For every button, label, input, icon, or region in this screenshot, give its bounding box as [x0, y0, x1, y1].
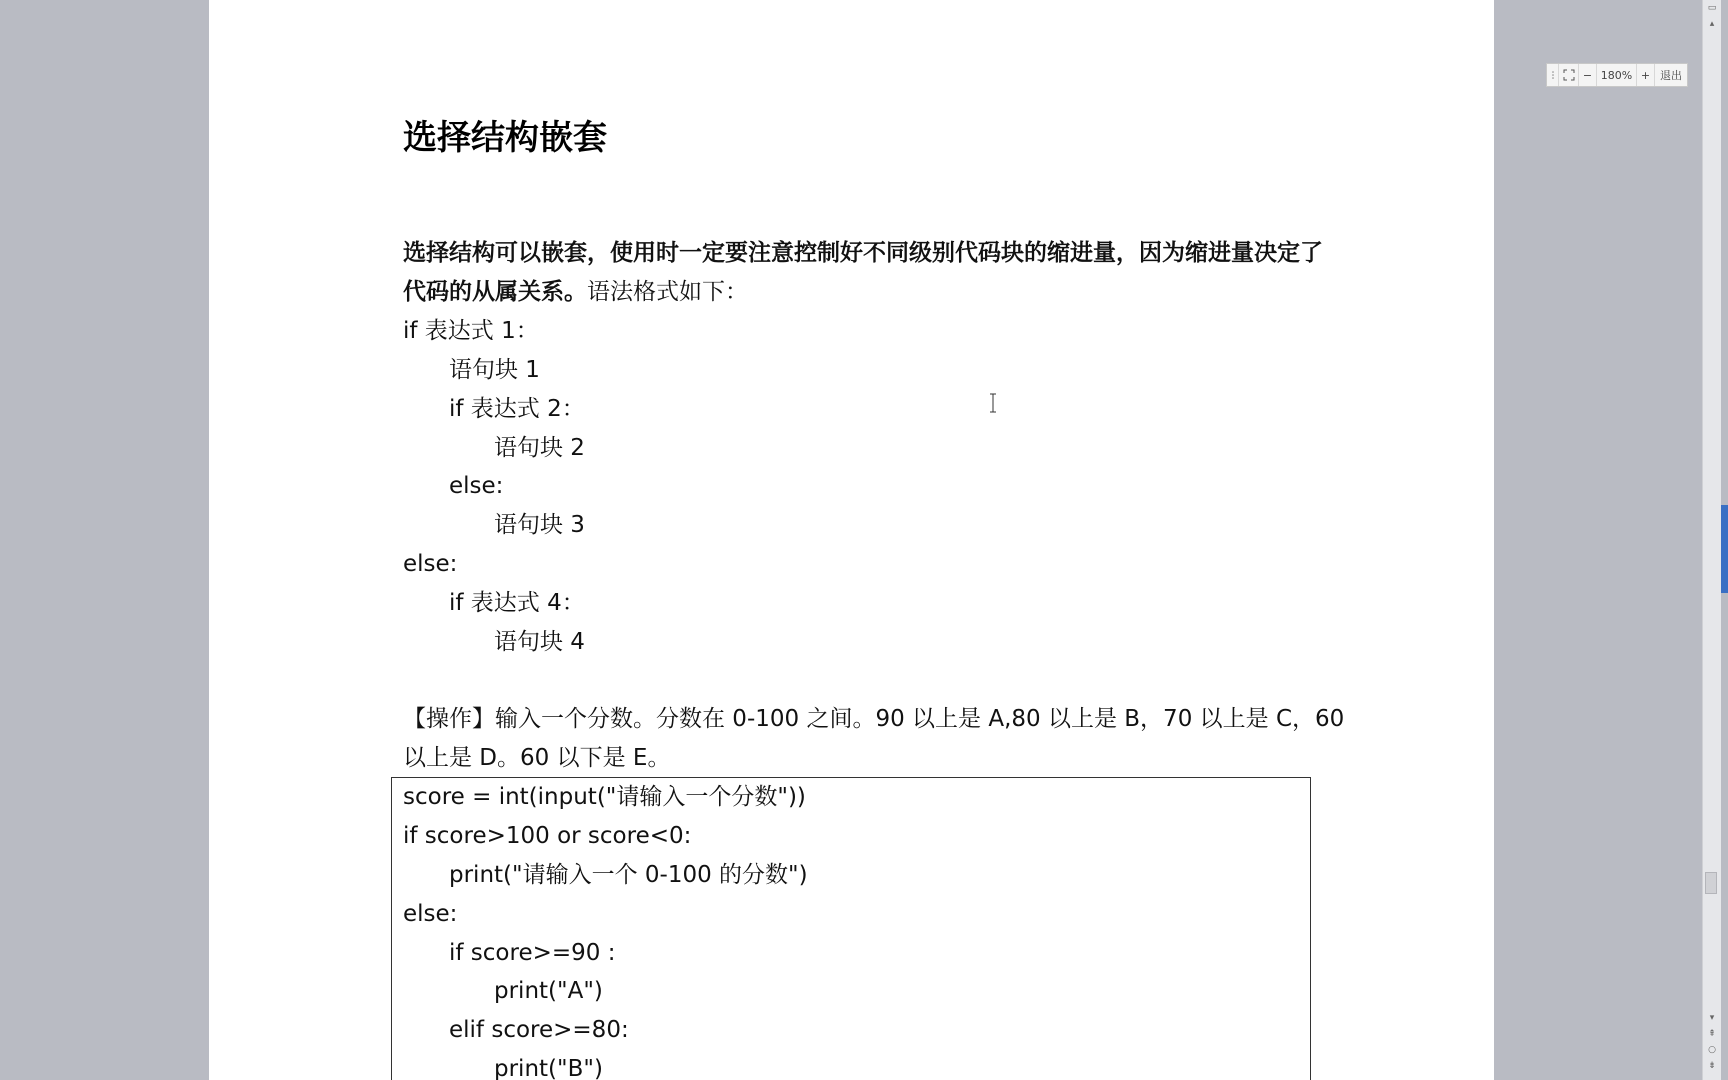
intro-text-bold: 选择结构可以嵌套，使用时一定要注意控制好不同级别代码块的缩进量，因为缩进量决定了: [403, 240, 1323, 266]
text-cursor-icon: [989, 393, 997, 413]
next-page-icon[interactable]: ⇟: [1708, 1061, 1716, 1071]
scroll-up-icon[interactable]: ▴: [1709, 19, 1715, 29]
document-page: [209, 0, 1494, 1080]
code-line: print("请输入一个 0-100 的分数"): [449, 862, 808, 888]
syntax-line: else:: [403, 551, 458, 577]
intro-text-bold-2: 代码的从属关系。: [403, 279, 587, 305]
fit-page-button[interactable]: [1559, 64, 1579, 86]
code-line: else:: [403, 901, 458, 927]
side-panel-toggle[interactable]: [1721, 505, 1728, 593]
zoom-level: 180%: [1597, 64, 1637, 86]
fit-page-icon: [1563, 69, 1575, 81]
syntax-line: else:: [449, 473, 504, 499]
code-line: print("A"): [494, 978, 603, 1004]
previous-page-icon[interactable]: ⇞: [1708, 1029, 1716, 1039]
intro-text-line2: [403, 277, 748, 307]
zoom-out-button[interactable]: −: [1579, 64, 1597, 86]
select-browse-object-icon[interactable]: ○: [1708, 1045, 1716, 1055]
code-block-border: [391, 777, 1311, 1080]
syntax-line: if 表达式 4：: [449, 590, 585, 616]
syntax-line: 语句块 1: [449, 357, 540, 383]
code-line: score = int(input("请输入一个分数")): [403, 784, 806, 810]
scroll-down-icon[interactable]: ▾: [1709, 1013, 1715, 1023]
syntax-line: 语句块 3: [494, 512, 585, 538]
syntax-line: if 表达式 1：: [403, 318, 539, 344]
syntax-line: if 表达式 2：: [449, 396, 585, 422]
syntax-line: 语句块 4: [494, 629, 585, 655]
code-line: print("B"): [494, 1056, 603, 1080]
zoom-toolbar: [1546, 63, 1688, 87]
exit-button[interactable]: 退出: [1660, 69, 1682, 82]
code-line: if score>100 or score<0:: [403, 823, 692, 849]
drag-handle-icon[interactable]: [1547, 64, 1559, 86]
split-icon[interactable]: ▭: [1707, 3, 1717, 13]
operation-text: 【操作】输入一个分数。分数在 0-100 之间。90 以上是 A,80 以上是 B，70 以上是 C，60: [403, 706, 1345, 732]
code-line: if score>=90 :: [449, 940, 616, 966]
operation-text-line2: 以上是 D。60 以下是 E。: [403, 745, 671, 771]
intro-text-plain: 语法格式如下：: [587, 279, 748, 305]
vertical-scrollbar[interactable]: [1702, 0, 1721, 1080]
zoom-in-button[interactable]: +: [1637, 64, 1655, 86]
scrollbar-thumb[interactable]: [1705, 872, 1717, 894]
code-line: elif score>=80:: [449, 1017, 629, 1043]
syntax-line: 语句块 2: [494, 435, 585, 461]
page-title: 选择结构嵌套: [403, 118, 607, 158]
